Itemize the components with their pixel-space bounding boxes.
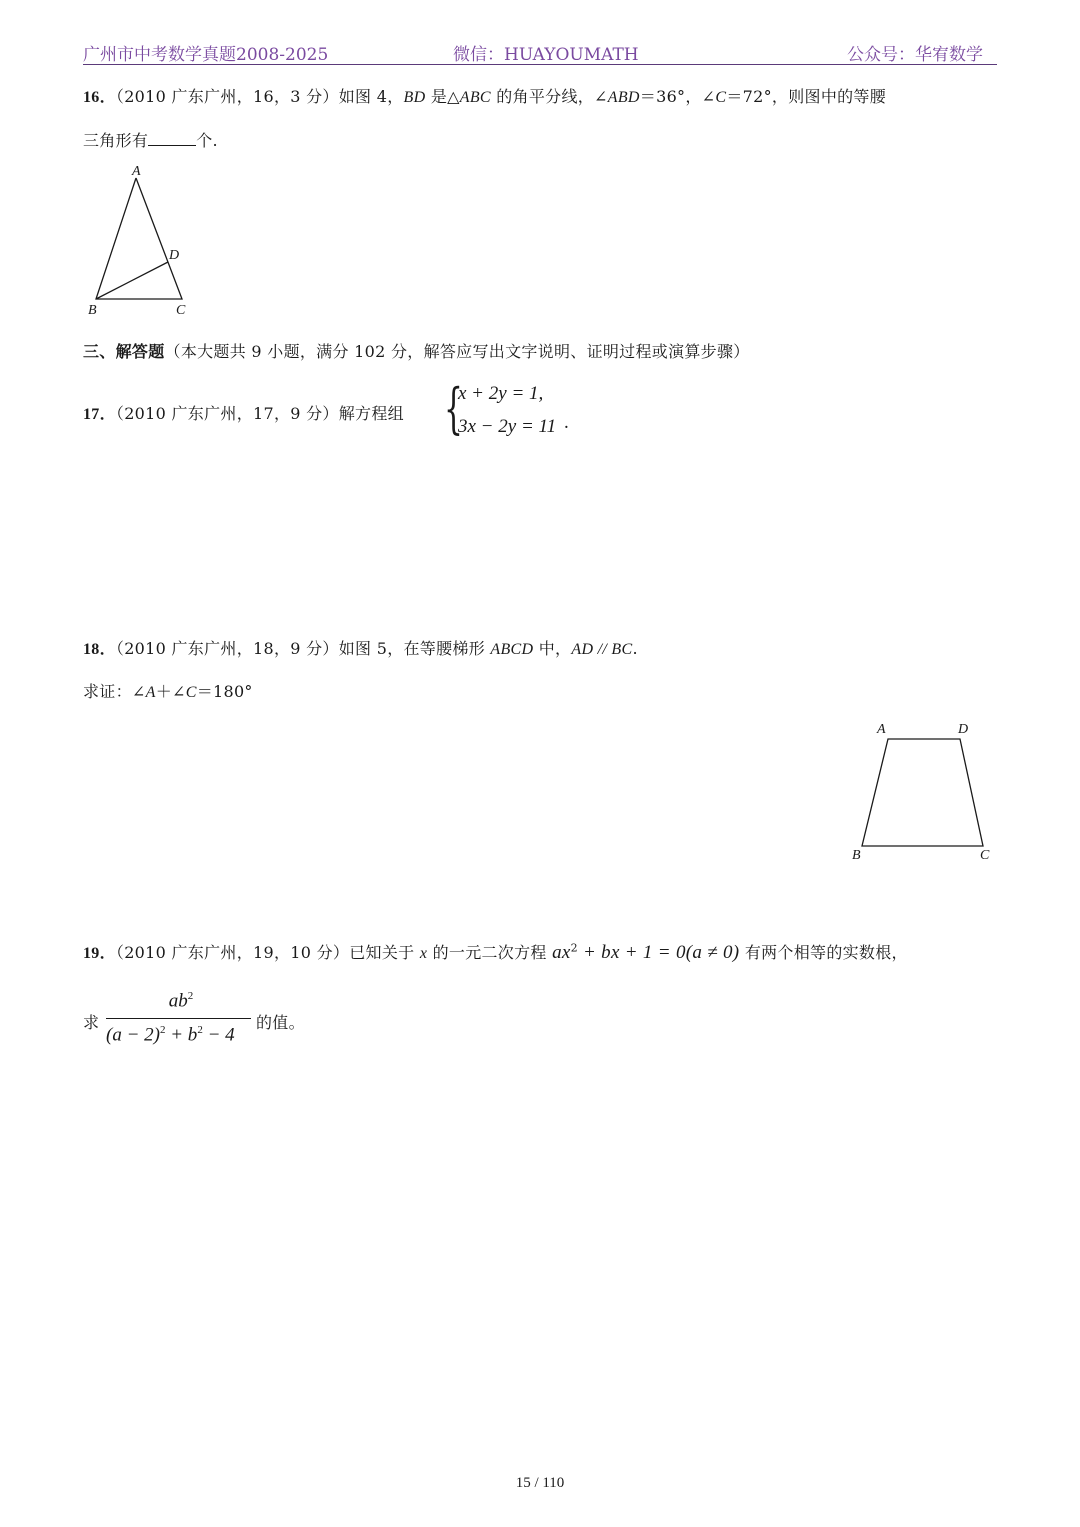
fig5-label-a: A (877, 722, 886, 737)
q16-line1 (83, 84, 886, 107)
q18-mid: 中， (533, 639, 572, 658)
q19-text2: 的一元二次方程 (427, 943, 553, 962)
q18-prove-c: ＝180° (196, 682, 253, 701)
q17-eq1: x + 2y = 1, (458, 383, 544, 404)
q17-end: . (564, 412, 569, 433)
fig5-label-d: D (958, 722, 969, 737)
q18-pc: C (185, 684, 197, 701)
q17-number: 17． (83, 406, 116, 423)
section-3-desc: （本大题共 9 小题，满分 102 分，解答应写出文字说明、证明过程或演算步骤） (164, 342, 750, 361)
q18-abcd: ABCD (490, 641, 534, 658)
q19-text: （2010 广东广州，19，10 分）已知关于 (115, 943, 420, 962)
q19-eq-b: + bx + 1 = 0(a ≠ 0) (577, 942, 740, 963)
den-sq1: 2 (159, 1024, 166, 1036)
q18-number: 18． (83, 641, 116, 658)
den-b: + b (165, 1024, 198, 1046)
q16-source: （2010 广东广州，16，3 分）如图 4， (115, 87, 404, 106)
q16-number: 16． (83, 89, 116, 106)
figure-4-triangle (80, 160, 210, 325)
page-number: 15 / 110 (515, 1475, 565, 1491)
q18-text: （2010 广东广州，18，9 分）如图 5，在等腰梯形 (115, 639, 491, 658)
fraction-numerator (106, 990, 256, 1012)
q18-prove-b: ＋∠ (155, 682, 186, 701)
den-sq2: 2 (197, 1024, 203, 1036)
q18-prove (83, 679, 253, 702)
q19-eq-a: ax (552, 942, 571, 963)
header-title: 广州市中考数学真题2008-2025 (83, 45, 329, 65)
fig5-label-b: B (852, 848, 861, 863)
q16-abc: ABC (459, 89, 491, 106)
q16-is: 是△ (425, 87, 460, 106)
section-3-heading (83, 339, 750, 362)
q16-c: C (715, 89, 727, 106)
header-wechat: 微信：HUAYOUMATH (453, 45, 639, 65)
den-a: (a − 2) (106, 1024, 160, 1046)
q19-value: 的值。 (256, 1013, 305, 1032)
q16-rest2: ＝36°，∠ (639, 87, 716, 106)
q16-line2-b: 个. (196, 131, 218, 150)
q16-rest1: 的角平分线，∠ (490, 87, 608, 106)
q19-qiu: 求 (83, 1013, 100, 1032)
q19-x: x (419, 945, 428, 962)
fraction-bar (106, 1018, 251, 1019)
fraction-denominator (106, 1024, 235, 1046)
fig4-label-d: D (169, 248, 180, 263)
fig5-label-c: C (980, 848, 990, 863)
q16-abd: ABD (607, 89, 640, 106)
q17-text: （2010 广东广州，17，9 分）解方程组 (115, 404, 404, 423)
den-c: − 4 (202, 1024, 235, 1046)
system-brace: { (444, 377, 463, 440)
q16-line2 (83, 128, 218, 151)
q18-line1 (83, 636, 638, 659)
q19-line1 (83, 940, 908, 964)
q16-line2-a: 三角形有 (83, 131, 149, 150)
section-3-title: 三、解答题 (83, 342, 165, 361)
q18-pa: A (145, 684, 156, 701)
q18-adbc: AD // BC (571, 641, 633, 658)
q16-bd: BD (403, 89, 426, 106)
q19-eq-sq: 2 (570, 941, 578, 955)
figure-5-trapezoid (850, 730, 1000, 860)
q18-prove-a: 求证：∠ (83, 682, 146, 701)
q17-eq2: 3x − 2y = 11 (458, 416, 557, 437)
answer-blank (148, 131, 196, 146)
q19-text3: 有两个相等的实数根， (739, 943, 908, 962)
q17-line (83, 401, 404, 424)
num-sq: 2 (187, 990, 194, 1002)
fig4-label-a: A (132, 164, 141, 179)
q16-rest3: ＝72°，则图中的等腰 (726, 87, 887, 106)
q19-number: 19． (83, 945, 116, 962)
fig4-label-c: C (176, 303, 186, 318)
page-header (83, 38, 997, 65)
header-account: 公众号：华宥数学 (847, 45, 983, 65)
fig4-label-b: B (88, 303, 97, 318)
num-ab: ab (168, 990, 188, 1012)
q18-end: . (632, 639, 638, 658)
